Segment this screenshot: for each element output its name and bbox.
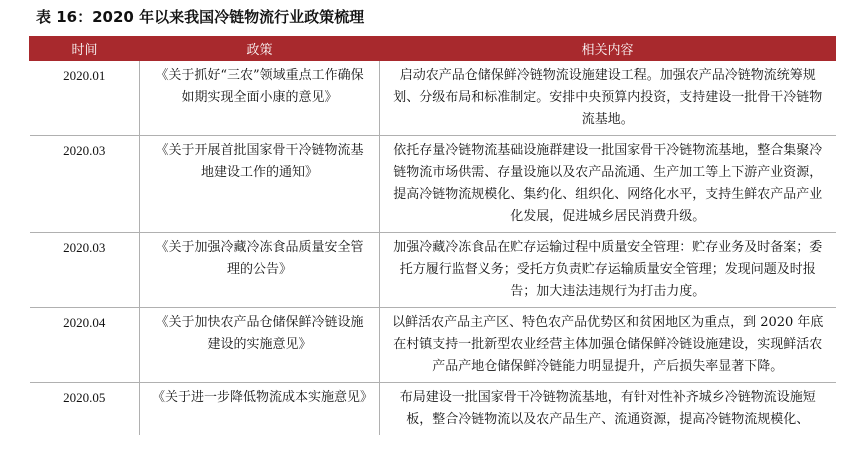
cell-time: 2020.04 bbox=[30, 308, 140, 383]
cell-policy: 《关于加强冷藏冷冻食品质量安全管理的公告》 bbox=[140, 233, 380, 308]
cell-content: 加强冷藏冷冻食品在贮存运输过程中质量安全管理：贮存业务及时备案；委托方履行监督义务；受托方负责贮存运输质量安全管理；发现问题及时报告；加大违法违规行为打击力度。 bbox=[380, 233, 836, 308]
cell-content: 启动农产品仓储保鲜冷链物流设施建设工程。加强农产品冷链物流统筹规划、分级布局和标准制定。安排中央预算内投资，支持建设一批骨干冷链物流基地。 bbox=[380, 61, 836, 136]
table-caption: 表 16：2020 年以来我国冷链物流行业政策梳理 bbox=[36, 8, 365, 26]
cell-content: 布局建设一批国家骨干冷链物流基地，有针对性补齐城乡冷链物流设施短板，整合冷链物流以及农产品生产、流通资源，提高冷链物流规模化、 bbox=[399, 390, 816, 427]
table-row bbox=[30, 233, 836, 308]
cell-time: 2020.01 bbox=[30, 61, 140, 136]
cell-time: 2020.03 bbox=[30, 233, 140, 308]
table-row bbox=[30, 136, 836, 233]
table-row bbox=[30, 308, 836, 383]
cell-content: 以鲜活农产品主产区、特色农产品优势区和贫困地区为重点，到 2020 年底在村镇支持一批新型农业经营主体加强仓储保鲜冷链设施建设，实现鲜活农产品产地仓储保鲜冷链能力明显提升，产后损失率显著下降。 bbox=[380, 308, 836, 383]
table-row bbox=[30, 383, 836, 436]
cell-time: 2020.03 bbox=[30, 136, 140, 233]
header-content: 相关内容 bbox=[380, 37, 836, 61]
cell-content: 依托存量冷链物流基础设施群建设一批国家骨干冷链物流基地，整合集聚冷链物流市场供需、存量设施以及农产品流通、生产加工等上下游产业资源，提高冷链物流规模化、集约化、组织化、网络化水平，支持生鲜农产品产业化发展，促进城乡居民消费升级。 bbox=[380, 136, 836, 233]
header-time: 时间 bbox=[30, 37, 140, 61]
policy-table bbox=[29, 36, 836, 435]
table-header-row bbox=[30, 37, 836, 61]
table-row bbox=[30, 61, 836, 136]
cell-policy: 《关于进一步降低物流成本实施意见》 bbox=[140, 383, 380, 436]
cell-policy: 《关于加快农产品仓储保鲜冷链设施建设的实施意见》 bbox=[140, 308, 380, 383]
cell-time: 2020.05 bbox=[30, 383, 140, 436]
cell-policy: 《关于开展首批国家骨干冷链物流基地建设工作的通知》 bbox=[140, 136, 380, 233]
cell-policy: 《关于抓好“三农”领域重点工作确保如期实现全面小康的意见》 bbox=[140, 61, 380, 136]
header-policy: 政策 bbox=[140, 37, 380, 61]
